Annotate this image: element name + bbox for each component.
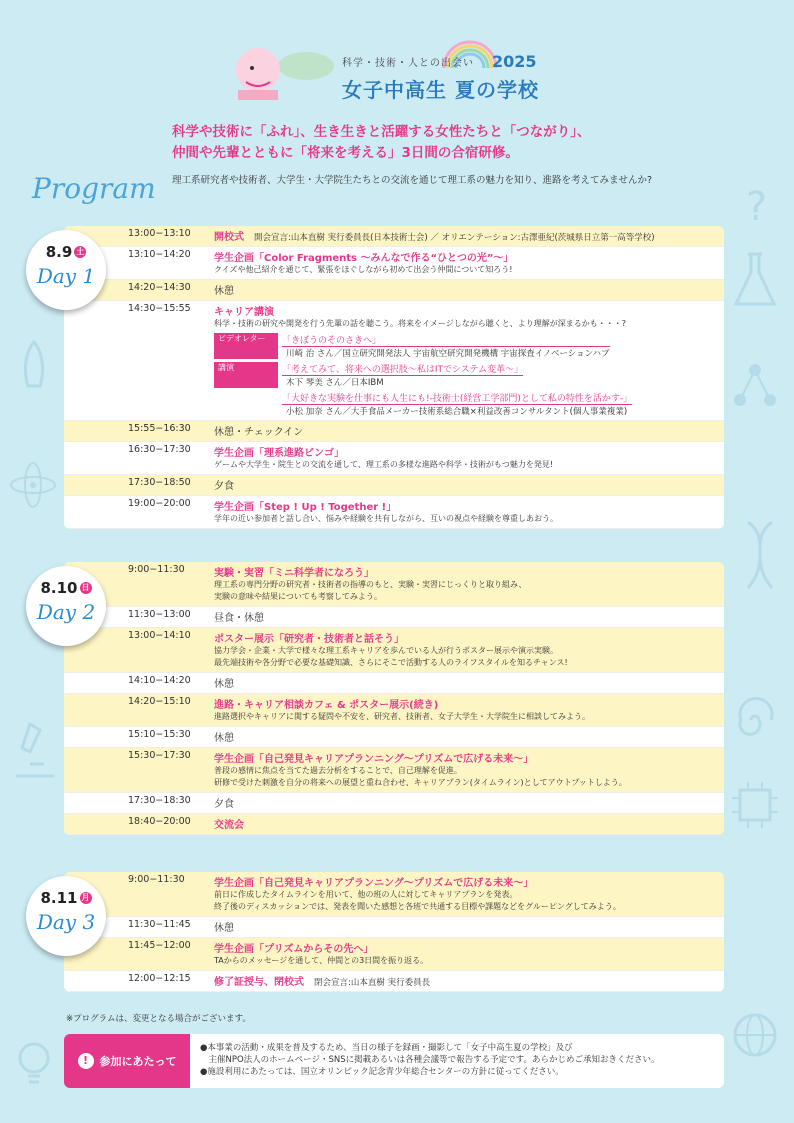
question-icon <box>740 180 780 230</box>
session-title-text: 学生企画「自己発見キャリアプランニング〜プリズムで広げる未来〜」 <box>214 754 534 765</box>
break-label: 休憩 <box>214 679 234 690</box>
break-label: 休憩 <box>214 733 234 744</box>
schedule-time: 17:30−18:50 <box>128 477 191 488</box>
session-title-text: 学生企画「自己発見キャリアプランニング〜プリズムで広げる未来〜」 <box>214 878 534 889</box>
day-label: Day 2 <box>36 600 96 624</box>
schedule-row <box>64 280 724 301</box>
day-label: Day 1 <box>36 264 96 288</box>
talk-speaker: 小松 加奈 さん／大手食品メーカー技術系総合職×利益改善コンサルタント(個人事業複業) <box>286 407 628 417</box>
day-date-text: 8.9 <box>45 242 73 261</box>
schedule-row <box>64 226 724 247</box>
schedule-time: 15:30−17:30 <box>128 750 191 761</box>
schedule-content <box>214 247 724 279</box>
session-description: 理工系の専門分野の研究者・技術者の指導のもと、実験・実習にじっくりと取り組み、 <box>214 580 527 589</box>
rocket-icon <box>14 340 54 400</box>
exclamation-icon: ! <box>78 1053 94 1069</box>
schedule-row <box>64 971 724 992</box>
schedule-content <box>214 280 724 300</box>
day-weekday: 月 <box>81 892 90 902</box>
day-card <box>64 562 724 835</box>
break-label: 休憩・チェックイン <box>214 427 304 438</box>
notice-text <box>200 1042 659 1078</box>
schedule-row <box>64 917 724 938</box>
day-badge <box>26 566 106 646</box>
schedule-content <box>214 673 724 693</box>
schedule-time: 14:20−14:30 <box>128 282 191 293</box>
session-title-text: 修了証授与、閉校式 <box>214 977 304 988</box>
session-title <box>214 249 716 264</box>
schedule-time: 16:30−17:30 <box>128 444 191 455</box>
session-title <box>214 444 716 459</box>
schedule-content <box>214 814 724 834</box>
talk-speaker: 川崎 治 さん／国立研究開発法人 宇宙航空研究開発機構 宇宙探査イノベーションハブ <box>286 349 610 359</box>
schedule-time: 13:10−14:20 <box>128 249 191 260</box>
schedule-row <box>64 475 724 496</box>
schedule-content <box>214 938 724 970</box>
schedule-row <box>64 814 724 835</box>
schedule-time: 15:55−16:30 <box>128 423 191 434</box>
schedule-row <box>64 247 724 280</box>
header-subtitle: 科学・技術・人との出会い <box>342 58 474 69</box>
schedule-content <box>214 301 724 420</box>
mascot-logo <box>228 36 338 106</box>
schedule-time: 11:45−12:00 <box>128 940 191 951</box>
talk-title: 「考えてみて、将来への選択肢〜私はITでシステム変革〜」 <box>282 362 523 376</box>
schedule-content <box>214 607 724 627</box>
schedule-content <box>214 496 724 528</box>
schedule-time: 14:30−15:55 <box>128 303 191 314</box>
schedule-content <box>214 748 724 792</box>
schedule-row <box>64 628 724 673</box>
talk-title: 「大好きな実験を仕事にも人生にも!-技術士(経営工学部門)として私の特性を活かす-」 <box>282 391 632 405</box>
session-title-text: 進路・キャリア相談カフェ & ポスター展示(続き) <box>214 700 439 711</box>
session-description: 進路選択やキャリアに関する疑問や不安を、研究者、技術者、女子大学生・大学院生に相談してみよう。 <box>214 712 590 721</box>
day-badge <box>26 230 106 310</box>
day-weekday: 日 <box>81 582 90 592</box>
session-title <box>214 630 716 645</box>
header-year: 2025 <box>492 52 537 71</box>
session-description: 学年の近い参加者と話し合い、悩みや経験を共有しながら、互いの視点や経験を尊重しあおう。 <box>214 514 558 523</box>
break-label: 夕食 <box>214 799 234 810</box>
session-title-text: 開校式 <box>214 232 244 243</box>
session-description: クイズや他己紹介を通じて、緊張をほぐしながら初めて出会う仲間について知ろう! <box>214 265 513 274</box>
schedule-content <box>214 442 724 474</box>
session-title <box>214 973 716 988</box>
session-description: 普段の感情に焦点を当てた過去分析をすることで、自己理解を促進。 <box>214 766 462 775</box>
session-description: TAからのメッセージを通して、仲間との3日間を振り返る。 <box>214 956 429 965</box>
schedule-row <box>64 872 724 917</box>
day-date <box>26 578 106 596</box>
schedule-row <box>64 562 724 607</box>
schedule-content <box>214 475 724 495</box>
schedule-time: 14:10−14:20 <box>128 675 191 686</box>
schedule-row <box>64 301 724 421</box>
notice-line: ●本事業の活動・成果を普及するため、当日の様子を録画・撮影して「女子中高生夏の学校」及び <box>200 1043 573 1053</box>
talk-item <box>214 391 716 417</box>
intro-text: 理工系研究者や技術者、大学生・大学院生たちとの交流を通じて理工系の魅力を知り、進路を考えてみませんか? <box>172 175 653 186</box>
session-title <box>214 750 716 765</box>
talk-tag <box>214 391 278 417</box>
day-card <box>64 226 724 529</box>
session-title <box>214 498 716 513</box>
day-date <box>26 242 106 260</box>
session-title-text: キャリア講演 <box>214 307 274 318</box>
schedule-row <box>64 421 724 442</box>
schedule-row <box>64 748 724 793</box>
session-title-text: ポスター展示「研究者・技術者と話そう」 <box>214 634 404 645</box>
break-label: 昼食・休憩 <box>214 613 264 624</box>
schedule-row <box>64 442 724 475</box>
schedule-time: 18:40−20:00 <box>128 816 191 827</box>
schedule-content <box>214 917 724 937</box>
schedule-content <box>214 694 724 726</box>
day-card <box>64 872 724 992</box>
atom-icon <box>8 460 58 510</box>
talk-tag: ビデオレター <box>214 333 278 359</box>
schedule-time: 14:20−15:10 <box>128 696 191 707</box>
flask-icon <box>730 250 780 310</box>
session-title <box>214 228 716 243</box>
page-title: 女子中高生 夏の学校 <box>342 78 539 102</box>
lead-line: 科学や技術に「ふれ」、生き生きと活躍する女性たちと「つながり」、 <box>172 124 591 140</box>
schedule-content <box>214 562 724 606</box>
session-description: 科学・技術の研究や開発を行う先輩の話を聴こう。将来をイメージしながら聴くと、より理解が深まるかも・・・? <box>214 319 627 328</box>
schedule-time: 9:00−11:30 <box>128 874 185 885</box>
session-description: 研修で受けた刺激を自分の将来への展望と重ね合わせ、キャリアプラン(タイムライン)としてアウトプットしよう。 <box>214 778 627 787</box>
talk-item <box>214 333 716 359</box>
session-note: 閉会宣言:山本直樹 実行委員長 <box>314 978 431 988</box>
session-title-text: 交流会 <box>214 820 244 831</box>
schedule-time: 19:00−20:00 <box>128 498 191 509</box>
lead-line: 仲間や先輩とともに「将来を考える」3日間の合宿研修。 <box>172 145 519 161</box>
notice-box <box>64 1034 724 1088</box>
day-label: Day 3 <box>36 910 96 934</box>
microscope-icon <box>10 720 60 780</box>
schedule-row <box>64 673 724 694</box>
schedule-time: 13:00−13:10 <box>128 228 191 239</box>
talk-title: 「きぼうのそのさきへ」 <box>282 333 610 347</box>
session-title-text: 学生企画「理系進路ビンゴ」 <box>214 448 344 459</box>
session-description: 前日に作成したタイムラインを用いて、他の班の人に対してキャリアプランを発表。 <box>214 890 518 899</box>
session-description: ゲームや大学生・院生との交流を通して、理工系の多様な進路や科学・技術がもつ魅力を発見! <box>214 460 554 469</box>
schedule-content <box>214 421 724 441</box>
schedule-time: 17:30−18:30 <box>128 795 191 806</box>
notice-line: 主催NPO法人のホームページ・SNSに掲載あるいは各種会議等で報告する予定です。あらかじめご承知おきください。 <box>200 1055 660 1065</box>
day-date-text: 8.11 <box>40 888 78 907</box>
session-description: 協力学会・企業・大学で様々な理工系キャリアを歩んでいる人が行うポスター展示や演示実験。 <box>214 646 558 655</box>
break-label: 休憩 <box>214 286 234 297</box>
day-badge <box>26 876 106 956</box>
schedule-row <box>64 607 724 628</box>
footnote: ※プログラムは、変更となる場合がございます。 <box>66 1014 251 1024</box>
session-title-text: 実験・実習「ミニ科学者になろう」 <box>214 568 374 579</box>
dna-icon <box>740 520 780 590</box>
schedule-row <box>64 694 724 727</box>
schedule-content <box>214 971 724 991</box>
schedule-content <box>214 226 724 246</box>
network-icon <box>730 360 780 410</box>
lightbulb-icon <box>14 1040 54 1090</box>
schedule-time: 11:30−13:00 <box>128 609 191 620</box>
session-title-text: 学生企画「プリズムからその先へ」 <box>214 944 374 955</box>
talk-tag: 講演 <box>214 362 278 388</box>
schedule-time: 13:00−14:10 <box>128 630 191 641</box>
schedule-content <box>214 727 724 747</box>
schedule-time: 12:00−12:15 <box>128 973 191 984</box>
chip-icon <box>730 780 780 830</box>
session-title <box>214 940 716 955</box>
schedule-row <box>64 496 724 529</box>
globe-icon <box>730 1010 780 1060</box>
day-date-text: 8.10 <box>40 578 78 597</box>
lead-text <box>172 122 591 164</box>
session-title-text: 学生企画「Color Fragments 〜みんなで作る“ひとつの光”〜」 <box>214 253 514 264</box>
session-title-text: 学生企画「Step ! Up ! Together !」 <box>214 502 397 513</box>
svg-text:?: ? <box>746 184 768 230</box>
notice-line: ●施設利用にあたっては、国立オリンピック記念青少年総合センターの方針に従ってください。 <box>200 1067 564 1077</box>
schedule-time: 15:10−15:30 <box>128 729 191 740</box>
session-title <box>214 303 716 318</box>
session-title <box>214 696 716 711</box>
session-description: 実験の意味や結果についても考察してみよう。 <box>214 592 382 601</box>
break-label: 休憩 <box>214 923 234 934</box>
schedule-time: 11:30−11:45 <box>128 919 191 930</box>
talk-speaker: 木下 琴美 さん／日本IBM <box>286 378 384 388</box>
schedule-content <box>214 793 724 813</box>
talk-item <box>214 362 716 388</box>
session-title <box>214 874 716 889</box>
schedule-content <box>214 628 724 672</box>
session-title <box>214 816 716 831</box>
session-title <box>214 564 716 579</box>
schedule-row <box>64 727 724 748</box>
program-heading: Program <box>32 172 156 205</box>
schedule-content <box>214 872 724 916</box>
day-weekday: 土 <box>76 246 85 256</box>
notice-label <box>64 1034 190 1088</box>
schedule-time: 9:00−11:30 <box>128 564 185 575</box>
session-note: 開会宣言:山本直樹 実行委員長(日本技術士会) ／ オリエンテーション:古澤亜紀(茨城県日立第一高等学校) <box>254 233 655 243</box>
shell-icon <box>730 690 780 750</box>
session-description: 終了後のディスカッションでは、発表を聞いた感想と各班で共通する目標や課題などをグルーピングしてみよう。 <box>214 902 621 911</box>
day-date <box>26 888 106 906</box>
notice-label-text: 参加にあたって <box>99 1055 177 1068</box>
schedule-row <box>64 938 724 971</box>
schedule-row <box>64 793 724 814</box>
session-description: 最先端技術や各分野で必要な基礎知識、さらにそこで活動する人のライフスタイルを知るチャンス! <box>214 658 568 667</box>
break-label: 夕食 <box>214 481 234 492</box>
